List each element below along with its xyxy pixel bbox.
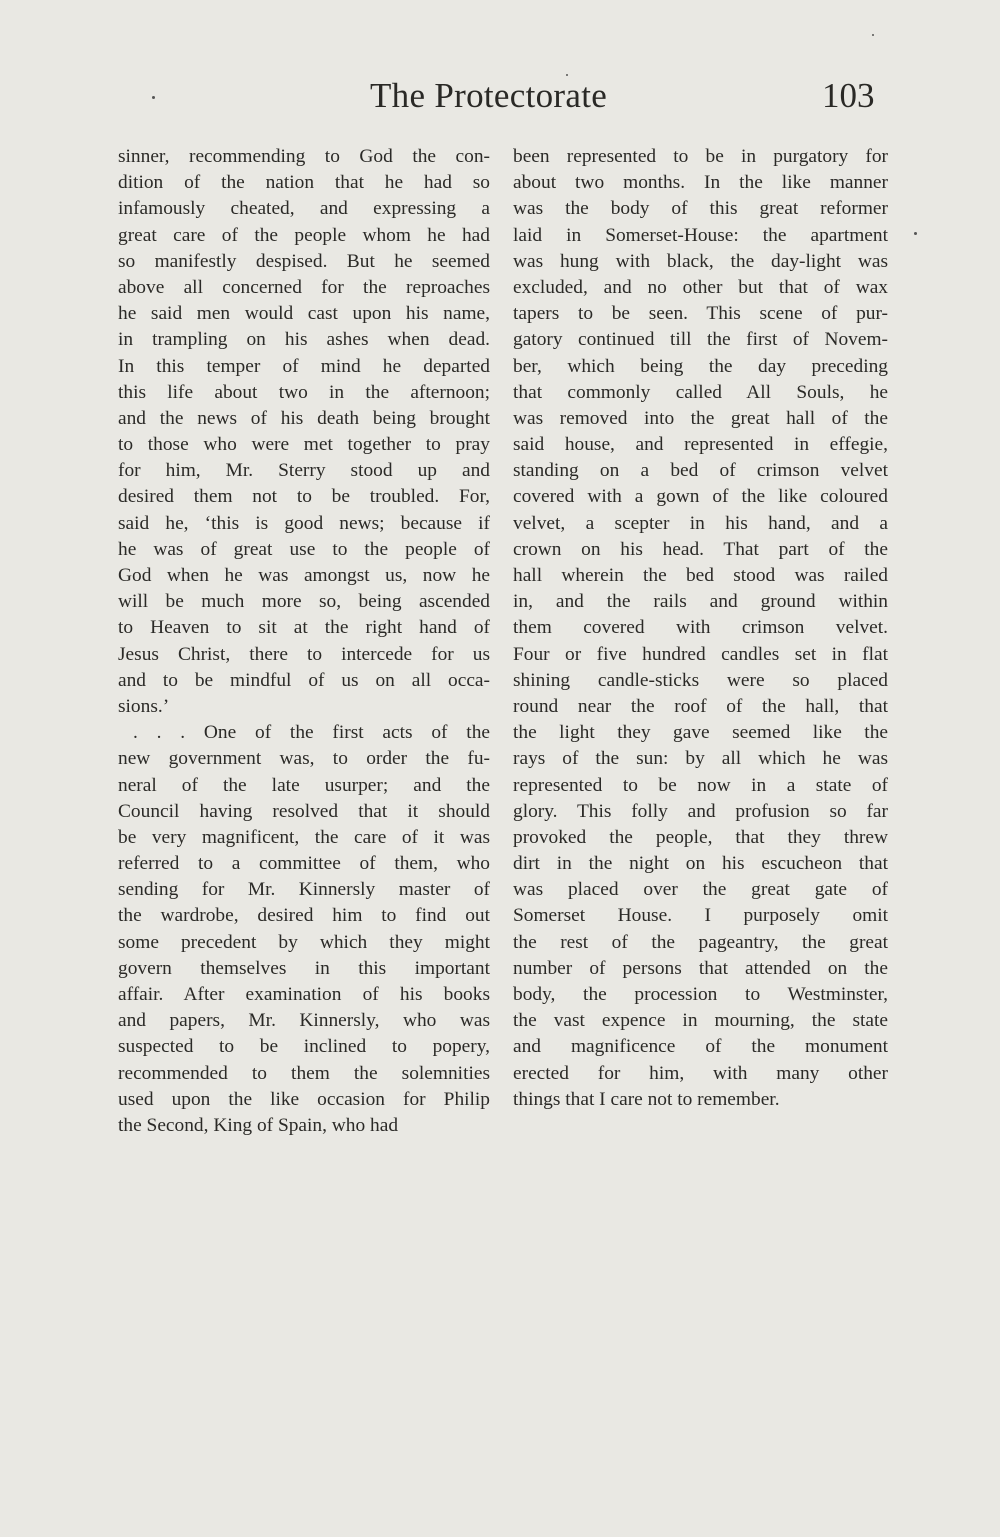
text-line: was hung with black, the day-light was	[513, 250, 888, 272]
text-line: sions.’	[118, 695, 170, 717]
ink-speck	[872, 34, 874, 36]
text-line: desired them not to be troubled. For,	[118, 486, 490, 508]
text-line: hall wherein the bed stood was railed	[513, 565, 888, 586]
text-line: and to be mindful of us on all occa-	[118, 669, 490, 691]
text-line: and the news of his death being brought	[118, 407, 490, 429]
text-line: the light they gave seemed like the	[513, 722, 888, 744]
text-line: govern themselves in this important	[118, 957, 490, 979]
text-line: suspected to be inclined to popery,	[118, 1036, 490, 1058]
text-line: for him, Mr. Sterry stood up and	[118, 460, 490, 482]
text-line: Somerset House. I purposely omit	[513, 905, 888, 927]
text-line: erected for him, with many other	[513, 1062, 888, 1084]
text-line: gatory continued till the first of Novem-	[513, 329, 888, 351]
text-line: was removed into the great hall of the	[513, 407, 888, 429]
text-line: above all concerned for the reproaches	[118, 276, 490, 298]
text-line: infamously cheated, and expressing a	[118, 198, 490, 220]
text-line: shining candle-sticks were so placed	[513, 669, 888, 691]
text-line: this life about two in the afternoon;	[118, 381, 490, 403]
text-line: said house, and represented in effegie,	[513, 434, 888, 456]
text-line: to those who were met together to pray	[118, 434, 490, 456]
text-line: recommended to them the solemnities	[118, 1062, 490, 1084]
text-line: about two months. In the like manner	[513, 172, 888, 194]
text-line: was placed over the great gate of	[513, 879, 888, 901]
text-line: to Heaven to sit at the right hand of	[118, 617, 490, 639]
text-line: was the body of this great reformer	[513, 198, 888, 220]
text-line: new government was, to order the fu-	[118, 748, 490, 770]
page-number: 103	[822, 76, 875, 115]
text-line: Council having resolved that it should	[118, 800, 490, 822]
text-line: Jesus Christ, there to intercede for us	[118, 643, 490, 665]
text-line: glory. This folly and profusion so far	[513, 800, 888, 822]
text-line: In this temper of mind he departed	[118, 355, 490, 377]
text-line: laid in Somerset-House: the apartment	[513, 224, 888, 246]
text-line: be very magnificent, the care of it was	[118, 826, 490, 848]
text-line: provoked the people, that they threw	[513, 826, 888, 848]
text-line: neral of the late usurper; and the	[118, 774, 490, 796]
text-line: standing on a bed of crimson velvet	[513, 460, 888, 482]
text-line: tapers to be seen. This scene of pur-	[513, 303, 888, 325]
text-line: Four or five hundred candles set in flat	[513, 643, 888, 665]
text-line: dition of the nation that he had so	[118, 172, 490, 194]
text-line: ber, which being the day preceding	[513, 355, 888, 377]
text-line: sending for Mr. Kinnersly master of	[118, 879, 490, 901]
text-line: rays of the sun: by all which he was	[513, 748, 888, 770]
text-line: referred to a committee of them, who	[118, 853, 490, 875]
text-line: number of persons that attended on the	[513, 957, 888, 979]
text-line: and magnificence of the monument	[513, 1036, 888, 1058]
text-line: excluded, and no other but that of wax	[513, 276, 888, 298]
text-line: sinner, recommending to God the con-	[118, 146, 490, 167]
text-line: that commonly called All Souls, he	[513, 381, 888, 403]
ink-speck	[152, 96, 155, 99]
text-line: things that I care not to remember.	[513, 1088, 780, 1110]
text-line: dirt in the night on his escucheon that	[513, 853, 888, 875]
right-text-column	[513, 144, 888, 1113]
text-line: the vast expence in mourning, the state	[513, 1010, 888, 1032]
text-line: covered with a gown of the like coloured	[513, 486, 888, 508]
text-line: affair. After examination of his books	[118, 984, 490, 1005]
text-line: great care of the people whom he had	[118, 224, 490, 246]
text-line: body, the procession to Westminster,	[513, 984, 888, 1005]
text-line: velvet, a scepter in his hand, and a	[513, 512, 888, 534]
text-line: them covered with crimson velvet.	[513, 617, 888, 639]
text-line: been represented to be in purgatory for	[513, 146, 888, 167]
text-line: . . . One of the first acts of the	[133, 722, 490, 744]
text-line: God when he was amongst us, now he	[118, 565, 490, 586]
text-line: round near the roof of the hall, that	[513, 695, 888, 717]
text-line: he said men would cast upon his name,	[118, 303, 490, 325]
running-title: The Protectorate	[370, 76, 608, 115]
ink-speck	[914, 232, 917, 235]
text-line: the rest of the pageantry, the great	[513, 931, 888, 953]
text-line: represented to be now in a state of	[513, 774, 888, 796]
text-line: the Second, King of Spain, who had	[118, 1114, 399, 1136]
text-line: will be much more so, being ascended	[118, 591, 490, 613]
left-text-column	[118, 144, 490, 1139]
text-line: so manifestly despised. But he seemed	[118, 250, 490, 272]
text-line: in, and the rails and ground within	[513, 591, 888, 613]
text-line: the wardrobe, desired him to find out	[118, 905, 490, 927]
text-line: used upon the like occasion for Philip	[118, 1088, 490, 1110]
text-line: he was of great use to the people of	[118, 538, 490, 560]
text-line: said he, ‘this is good news; because if	[118, 512, 490, 534]
text-line: in trampling on his ashes when dead.	[118, 329, 490, 351]
text-line: some precedent by which they might	[118, 931, 490, 953]
text-line: and papers, Mr. Kinnersly, who was	[118, 1010, 490, 1032]
text-line: crown on his head. That part of the	[513, 538, 888, 560]
